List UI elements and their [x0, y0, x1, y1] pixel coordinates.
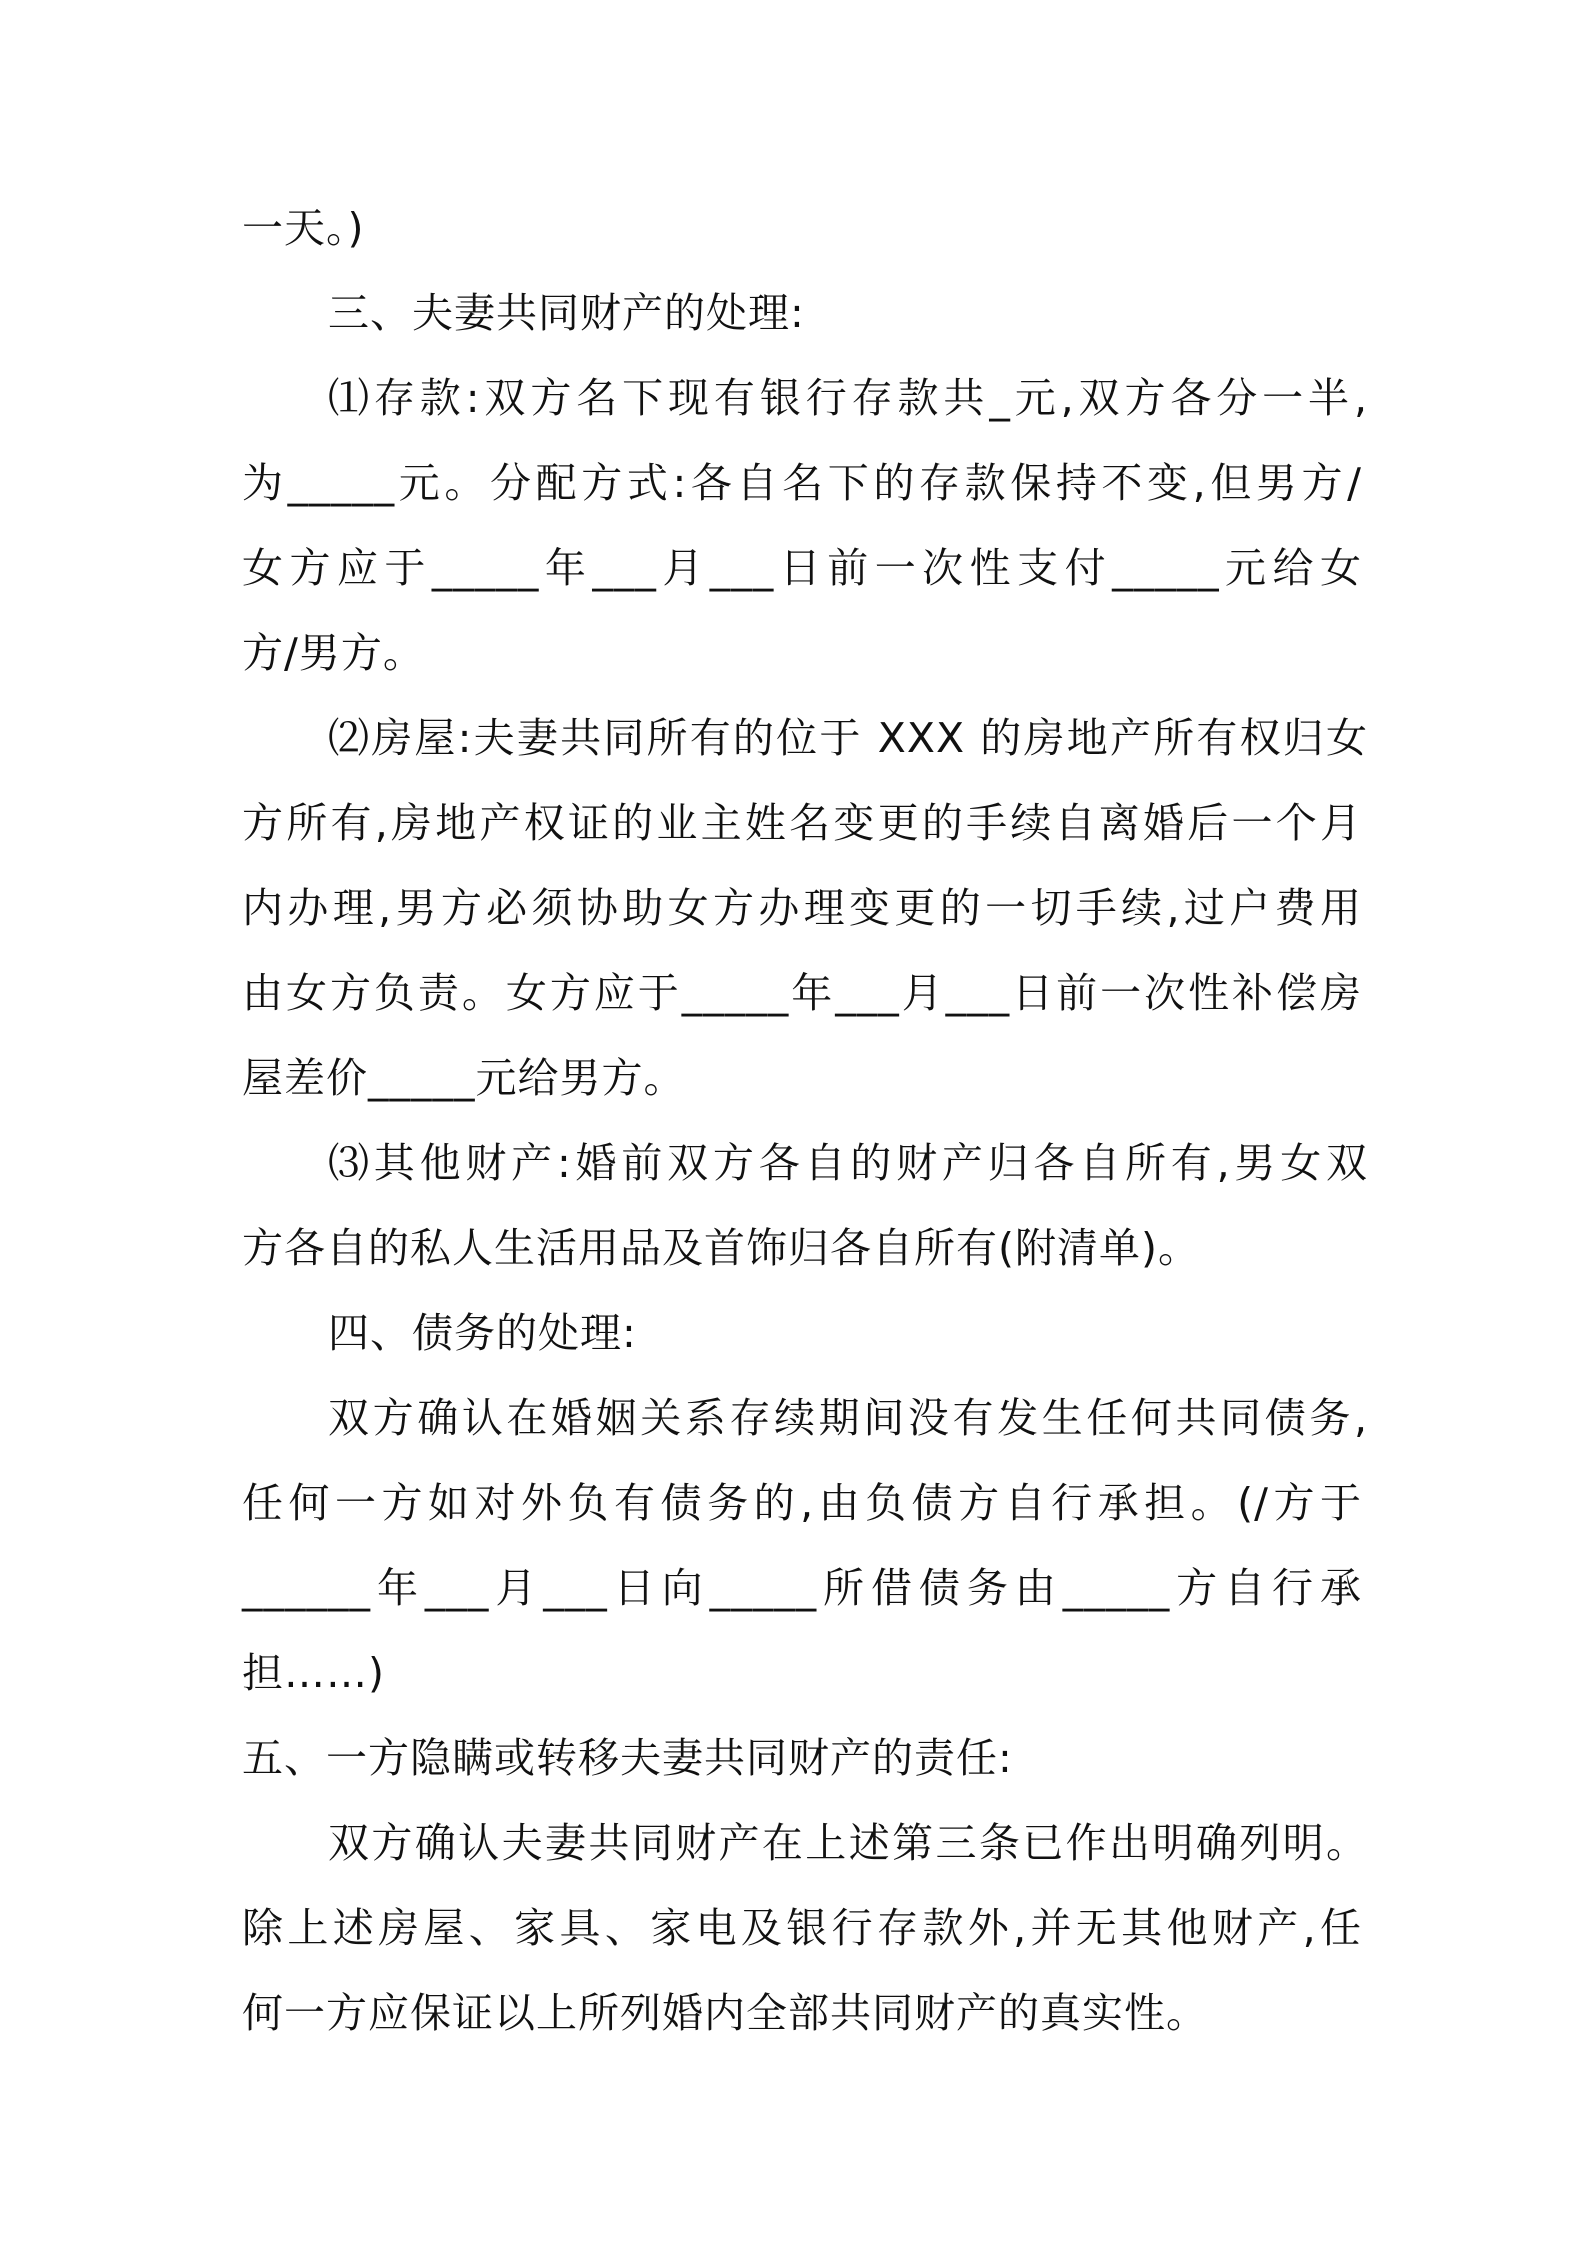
text-line: ______年___月___日向_____所借债务由_____方自行承 [242, 1564, 1362, 1612]
text-line: 双方确认在婚姻关系存续期间没有发生任何共同债务, [328, 1394, 1368, 1442]
text-line: 由女方负责。女方应于_____年___月___日前一次性补偿房 [242, 969, 1362, 1017]
text-line: 担……) [242, 1649, 385, 1697]
text-line: 一天。) [242, 204, 365, 252]
text-line: 为_____元。分配方式:各自名下的存款保持不变,但男方/ [242, 459, 1362, 507]
text-line: 何一方应保证以上所列婚内全部共同财产的真实性。 [242, 1989, 1208, 2037]
text-line: 方各自的私人生活用品及首饰归各自所有(附清单)。 [242, 1224, 1200, 1272]
text-line: ⑶其他财产:婚前双方各自的财产归各自所有,男女双 [328, 1139, 1368, 1187]
text-line: 屋差价_____元给男方。 [242, 1054, 686, 1102]
text-line: 内办理,男方必须协助女方办理变更的一切手续,过户费用 [242, 884, 1362, 932]
section-heading-4: 四、债务的处理: [328, 1309, 637, 1357]
text-line: 除上述房屋、家具、家电及银行存款外,并无其他财产,任 [242, 1904, 1362, 1952]
text-line: ⑵房屋:夫妻共同所有的位于 XXX 的房地产所有权归女 [328, 714, 1368, 762]
section-heading-5: 五、一方隐瞒或转移夫妻共同财产的责任: [242, 1734, 1013, 1782]
section-heading-3: 三、夫妻共同财产的处理: [328, 289, 805, 337]
text-line: 女方应于_____年___月___日前一次性支付_____元给女 [242, 544, 1362, 592]
text-line: 任何一方如对外负有债务的,由负债方自行承担。(/方于 [242, 1479, 1362, 1527]
text-line: 双方确认夫妻共同财产在上述第三条已作出明确列明。 [328, 1819, 1368, 1867]
text-line: 方所有,房地产权证的业主姓名变更的手续自离婚后一个月 [242, 799, 1362, 847]
text-line: 方/男方。 [242, 629, 425, 677]
text-line: ⑴存款:双方名下现有银行存款共_元,双方各分一半, [328, 374, 1368, 422]
